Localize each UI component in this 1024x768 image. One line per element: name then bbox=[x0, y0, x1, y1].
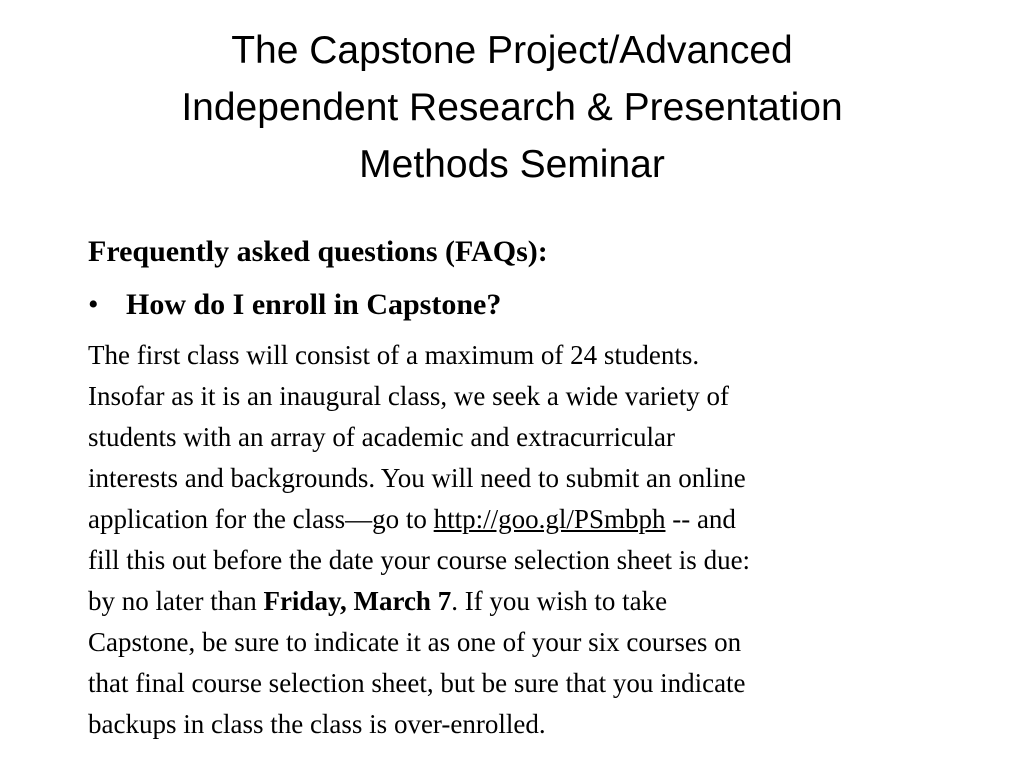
slide-body bbox=[88, 230, 958, 745]
answer-line-10: backups in class the class is over-enrolled. bbox=[88, 709, 546, 739]
answer-line-7-start: by no later than bbox=[88, 586, 264, 616]
faq-question bbox=[88, 283, 958, 327]
answer-line-8: Capstone, be sure to indicate it as one of your six courses on bbox=[88, 627, 742, 657]
slide-title bbox=[60, 22, 964, 193]
answer-line-5-start: application for the class—go to bbox=[88, 504, 434, 534]
faq-question-text: How do I enroll in Capstone? bbox=[126, 288, 502, 321]
deadline-date: Friday, March 7 bbox=[263, 586, 452, 616]
title-line-3: Methods Seminar bbox=[359, 143, 665, 186]
faq-answer bbox=[88, 335, 958, 745]
answer-line-2: Insofar as it is an inaugural class, we seek a wide variety of bbox=[88, 381, 730, 411]
answer-line-5-end: -- and bbox=[665, 504, 736, 534]
bullet-icon: • bbox=[88, 288, 99, 321]
answer-line-7 bbox=[88, 581, 958, 622]
faq-heading: Frequently asked questions (FAQs): bbox=[88, 235, 548, 268]
answer-line-5 bbox=[88, 499, 958, 540]
answer-line-3: students with an array of academic and extracurricular bbox=[88, 422, 675, 452]
title-line-2: Independent Research & Presentation bbox=[181, 86, 843, 129]
answer-line-6: fill this out before the date your course selection sheet is due: bbox=[88, 545, 751, 575]
answer-line-1: The first class will consist of a maximum of 24 students. bbox=[88, 340, 700, 370]
answer-line-4: interests and backgrounds. You will need to submit an online bbox=[88, 463, 746, 493]
answer-line-7-end: . If you wish to take bbox=[451, 586, 668, 616]
title-line-1: The Capstone Project/Advanced bbox=[231, 29, 793, 72]
application-link[interactable]: http://goo.gl/PSmbph bbox=[433, 504, 666, 534]
answer-line-9: that final course selection sheet, but be sure that you indicate bbox=[88, 668, 746, 698]
